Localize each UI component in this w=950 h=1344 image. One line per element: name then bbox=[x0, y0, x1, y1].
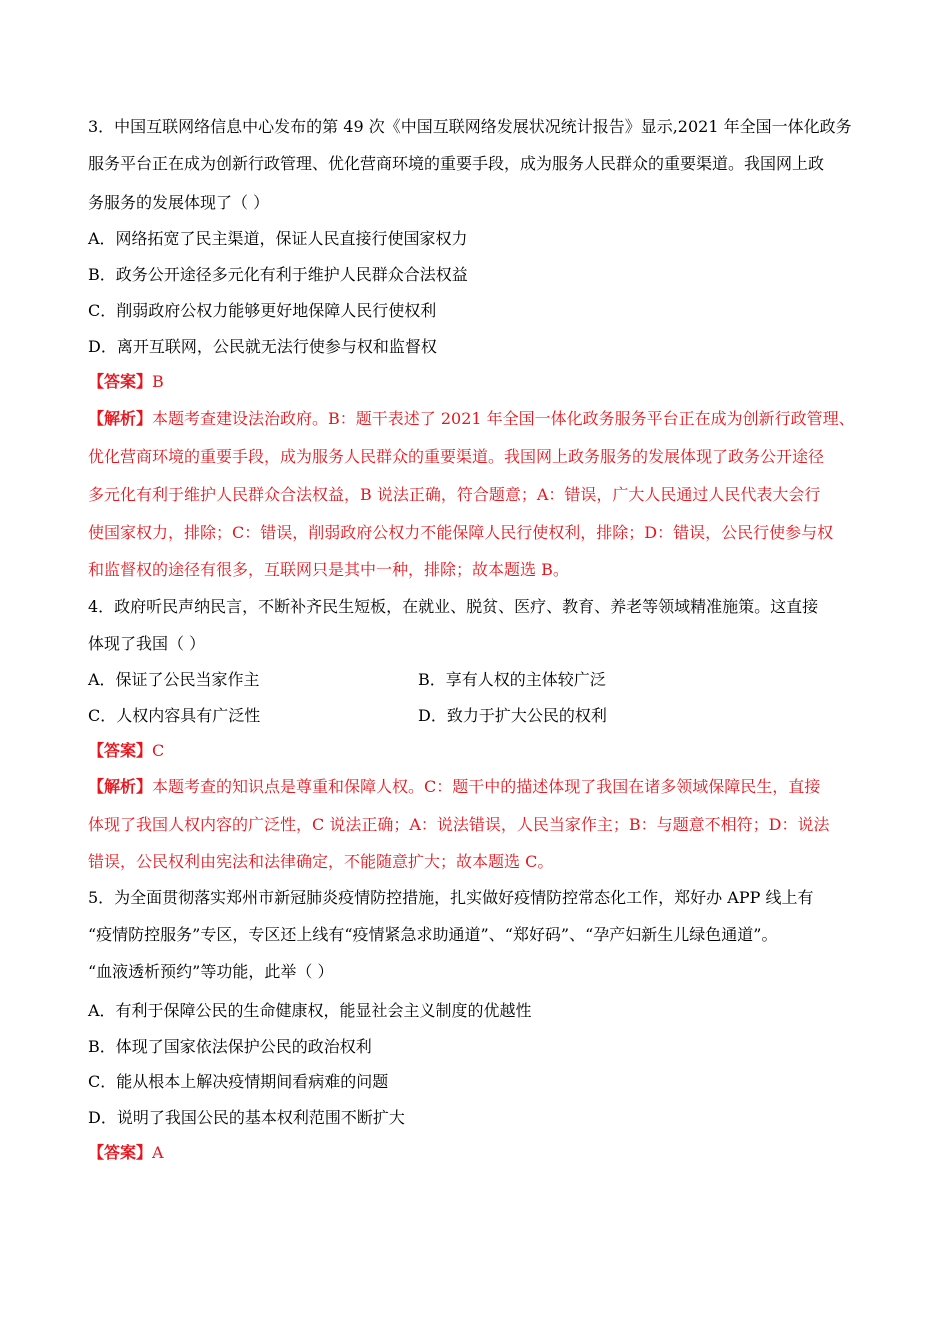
q4-analysis-line-1 bbox=[88, 777, 820, 797]
q3-answer-value: B bbox=[152, 372, 164, 391]
q3-option-a: A．网络拓宽了民主渠道，保证人民直接行使国家权力 bbox=[88, 229, 468, 248]
q3-stem-line-1: 3．中国互联网络信息中心发布的第 49 次《中国互联网络发展状况统计报告》显示,2021 年全国一体化政务 bbox=[88, 117, 852, 136]
q3-answer-tag: 【答案】 bbox=[88, 372, 153, 391]
q3-analysis-text-1: 本题考查建设法治政府。B：题干表述了 2021 年全国一体化政务服务平台正在成为创新行政管理、 bbox=[152, 409, 855, 428]
q3-analysis-line-5: 和监督权的途径有很多，互联网只是其中一种，排除；故本题选 B。 bbox=[88, 560, 569, 579]
q3-option-d: D．离开互联网，公民就无法行使参与权和监督权 bbox=[88, 337, 437, 356]
q5-stem-line-1: 5．为全面贯彻落实郑州市新冠肺炎疫情防控措施，扎实做好疫情防控常态化工作，郑好办 APP 线上有 bbox=[88, 888, 814, 907]
q4-option-c: C．人权内容具有广泛性 bbox=[88, 706, 261, 725]
q5-option-a: A．有利于保障公民的生命健康权，能显社会主义制度的优越性 bbox=[88, 1001, 532, 1020]
q5-option-d: D．说明了我国公民的基本权利范围不断扩大 bbox=[88, 1108, 405, 1127]
q5-stem-line-2: “疫情防控服务”专区，专区还上线有“疫情紧急求助通道”、“郑好码”、“孕产妇新生儿绿色通道”。 bbox=[88, 925, 778, 944]
q5-stem-line-3: “血液透析预约”等功能，此举（ ） bbox=[88, 962, 334, 981]
q3-analysis-line-3: 多元化有利于维护人民群众合法权益，B 说法正确，符合题意；A：错误，广大人民通过人民代表大会行 bbox=[88, 485, 821, 504]
q4-option-b: B．享有人权的主体较广泛 bbox=[418, 670, 606, 689]
q4-answer bbox=[88, 741, 164, 761]
q4-option-a: A．保证了公民当家作主 bbox=[88, 670, 260, 689]
q4-answer-tag: 【答案】 bbox=[88, 741, 153, 760]
q3-analysis-tag: 【解析】 bbox=[88, 409, 153, 428]
q3-option-c: C．削弱政府公权力能够更好地保障人民行使权利 bbox=[88, 301, 437, 320]
q4-analysis-text-1: 本题考查的知识点是尊重和保障人权。C：题干中的描述体现了我国在诸多领域保障民生，直接 bbox=[152, 777, 821, 796]
q3-analysis-line-2: 优化营商环境的重要手段，成为服务人民群众的重要渠道。我国网上政务服务的发展体现了政务公开途径 bbox=[88, 447, 825, 466]
q5-option-c: C．能从根本上解决疫情期间看病难的问题 bbox=[88, 1072, 389, 1091]
q3-option-b: B．政务公开途径多元化有利于维护人民群众合法权益 bbox=[88, 265, 468, 284]
q5-answer-value: A bbox=[152, 1143, 164, 1162]
q4-analysis-tag: 【解析】 bbox=[88, 777, 153, 796]
q3-analysis-line-1 bbox=[88, 409, 855, 429]
q5-answer-tag: 【答案】 bbox=[88, 1143, 153, 1162]
q4-stem-line-2: 体现了我国（ ） bbox=[88, 634, 206, 653]
q3-stem-line-3: 务服务的发展体现了（ ） bbox=[88, 193, 270, 212]
q3-stem-line-2: 服务平台正在成为创新行政管理、优化营商环境的重要手段，成为服务人民群众的重要渠道。我国网上政 bbox=[88, 154, 825, 173]
q3-answer bbox=[88, 372, 164, 392]
q4-option-d: D．致力于扩大公民的权利 bbox=[418, 706, 607, 725]
q3-analysis-line-4: 使国家权力，排除；C：错误，削弱政府公权力不能保障人民行使权利，排除；D：错误，公民行使参与权 bbox=[88, 523, 834, 542]
q5-option-b: B．体现了国家依法保护公民的政治权利 bbox=[88, 1037, 372, 1056]
q4-analysis-line-2: 体现了我国人权内容的广泛性，C 说法正确；A：说法错误，人民当家作主；B：与题意不相符；D：说法 bbox=[88, 815, 830, 834]
q4-analysis-line-3: 错误，公民权利由宪法和法律确定，不能随意扩大；故本题选 C。 bbox=[88, 852, 554, 871]
q5-answer bbox=[88, 1143, 164, 1163]
q4-stem-line-1: 4．政府听民声纳民言，不断补齐民生短板，在就业、脱贫、医疗、教育、养老等领域精准施策。这直接 bbox=[88, 597, 819, 616]
q4-answer-value: C bbox=[152, 741, 165, 760]
